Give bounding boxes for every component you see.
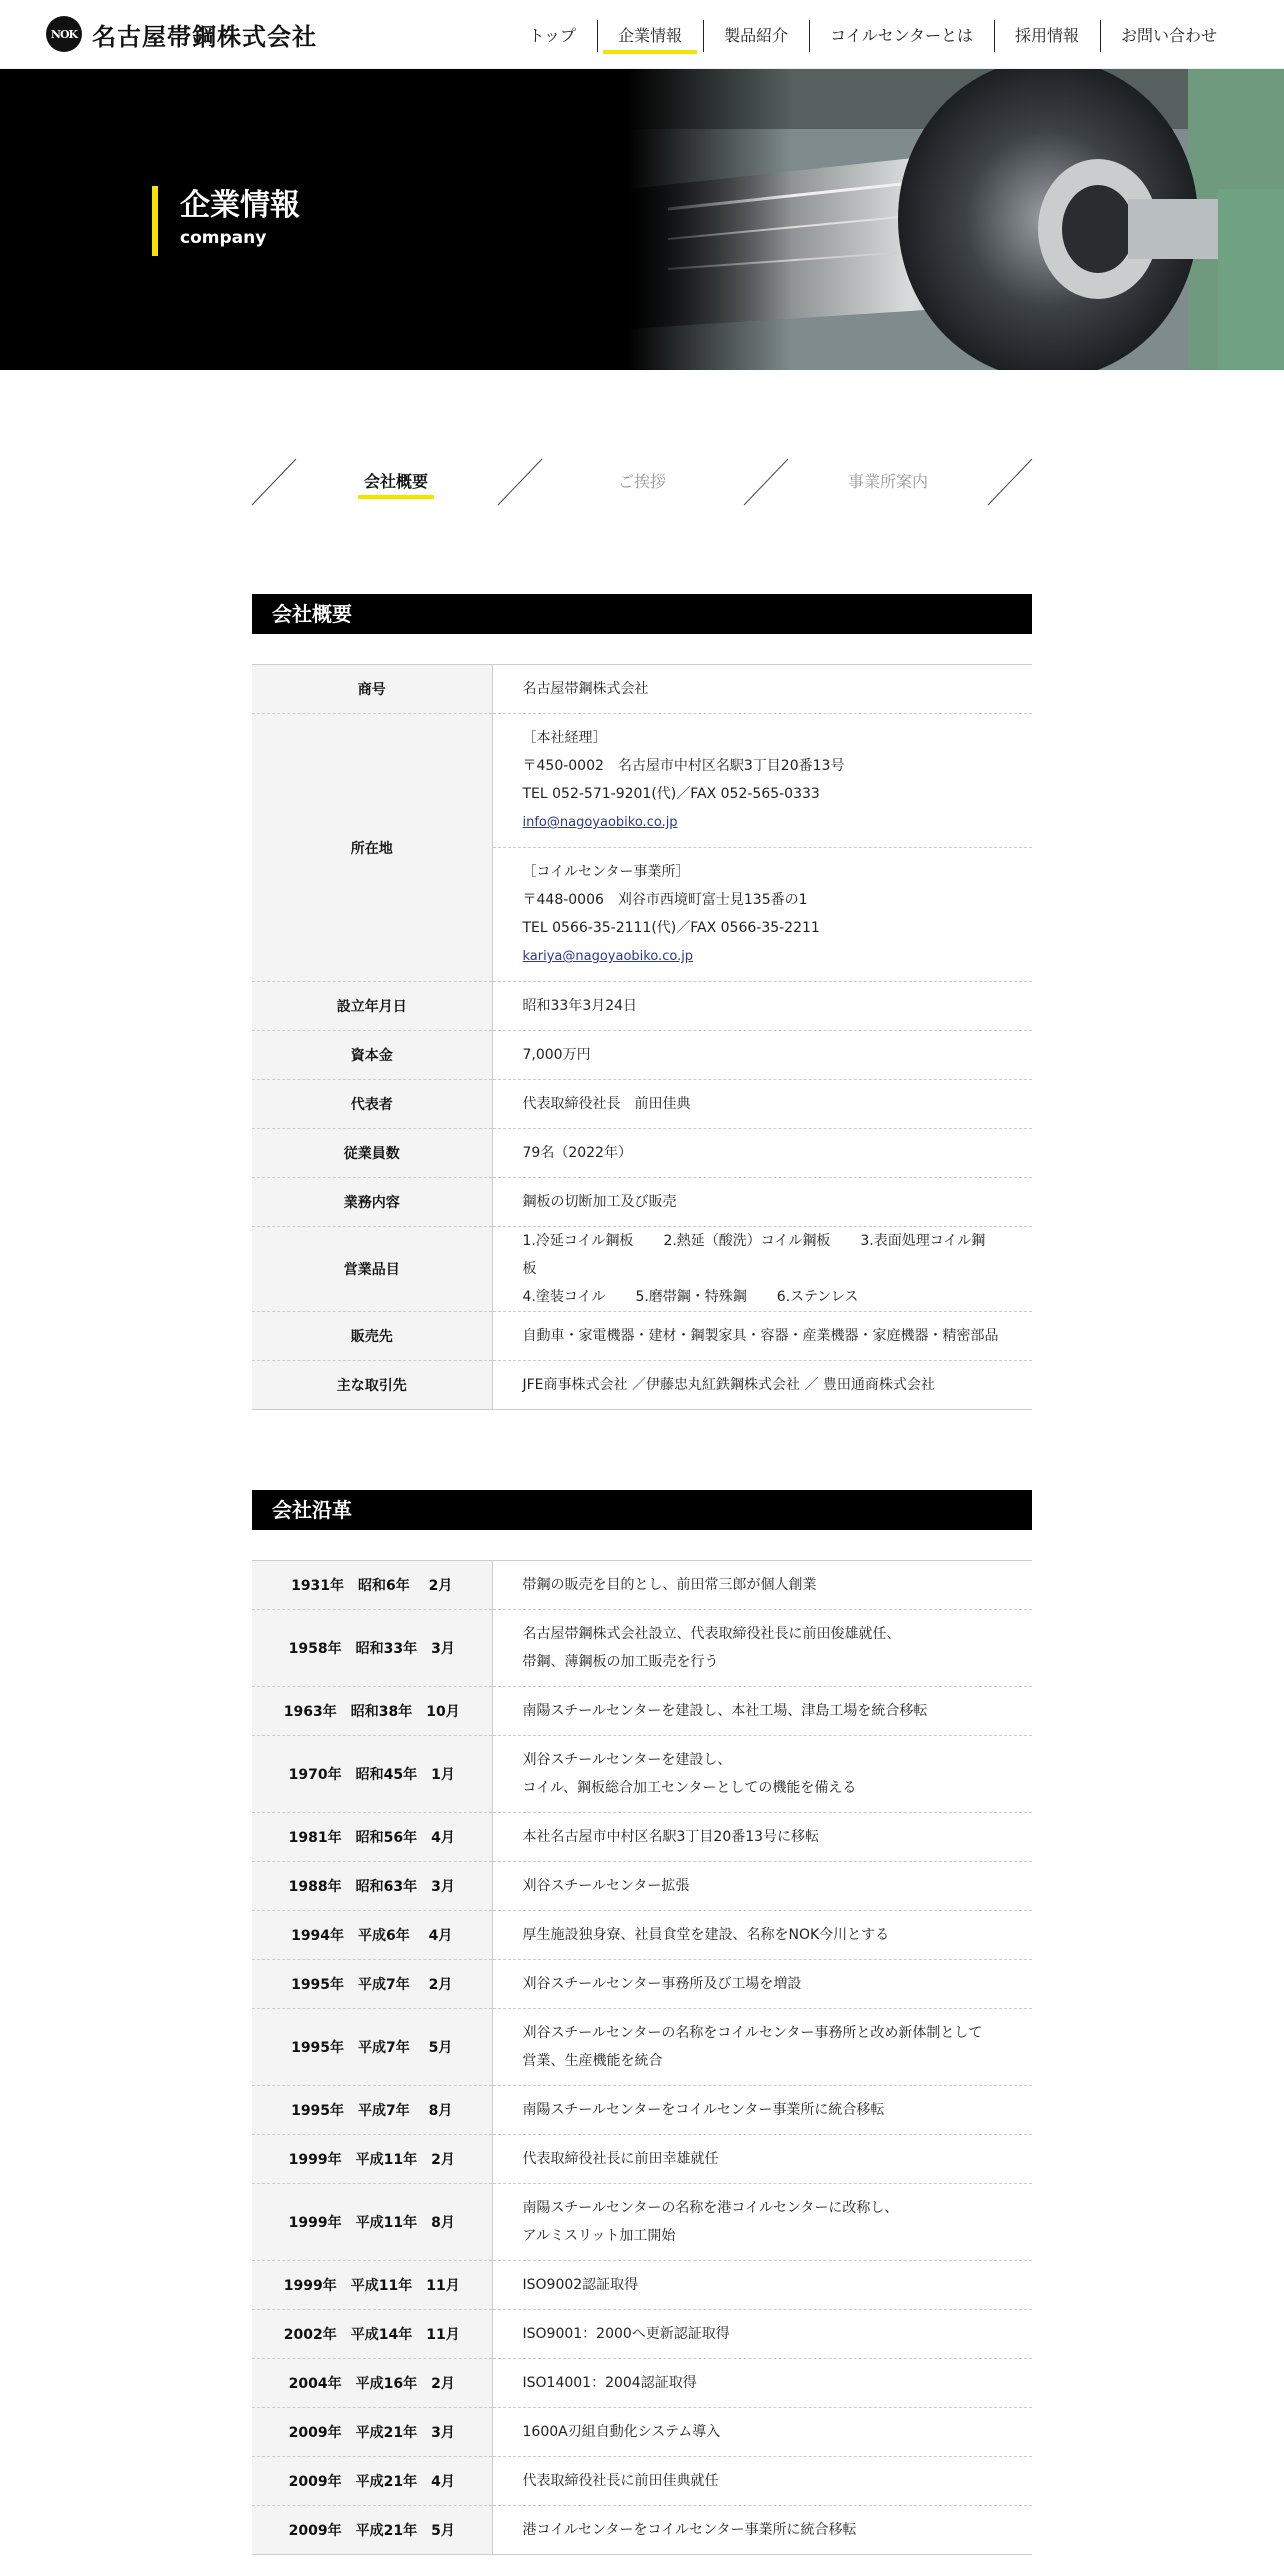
- table-row: [252, 1610, 1032, 1687]
- office-tel: TEL 0566-35-2111(代)／FAX 0566-35-2211: [522, 920, 820, 936]
- history-event: [492, 2135, 1032, 2184]
- history-date: 2004年 平成16年 2月: [252, 2359, 492, 2408]
- history-event: [492, 2506, 1032, 2555]
- table-row: [252, 1687, 1032, 1736]
- nav-recruit[interactable]: 採用情報: [994, 20, 1100, 52]
- office-postal: 〒448-0006 刈谷市西境町富士見135番の1: [522, 892, 808, 908]
- section-tabs: [252, 457, 1032, 507]
- table-row: [252, 982, 1032, 1031]
- office-block-coil: [493, 847, 1033, 981]
- history-event-line: 南陽スチールセンターの名称を港コイルセンターに改称し、: [522, 2200, 899, 2216]
- steel-coil-machine-image: [628, 69, 1284, 370]
- hero-heading: [152, 186, 300, 256]
- office-postal: 〒450-0002 名古屋市中村区名駅3丁目20番13号: [522, 758, 845, 774]
- table-row: [252, 1031, 1032, 1080]
- address-cell: [492, 714, 1032, 982]
- row-label: 営業品目: [252, 1227, 492, 1312]
- history-event-line: 刈谷スチールセンターの名称をコイルセンター事務所と改め新体制として: [522, 2025, 983, 2041]
- history-event-line: ISO14001：2004認証取得: [522, 2375, 697, 2391]
- tab-overview-label: 会社概要: [358, 469, 434, 499]
- history-date: 1995年 平成7年 2月: [252, 1960, 492, 2009]
- table-row: [252, 714, 1032, 982]
- logo-mark-icon: NOK: [46, 16, 82, 52]
- history-event: [492, 2310, 1032, 2359]
- history-event: [492, 1561, 1032, 1610]
- office-tel: TEL 052-571-9201(代)／FAX 052-565-0333: [522, 786, 820, 802]
- row-label: 業務内容: [252, 1178, 492, 1227]
- history-event-line: 刈谷スチールセンター拡張: [522, 1878, 690, 1894]
- table-row: [252, 1361, 1032, 1410]
- history-heading: 会社沿革: [252, 1490, 1032, 1530]
- row-label: 設立年月日: [252, 982, 492, 1031]
- history-event-line: ISO9002認証取得: [522, 2277, 639, 2293]
- history-date: 1999年 平成11年 11月: [252, 2261, 492, 2310]
- history-event: [492, 1736, 1032, 1813]
- product-item: 2.熱延（酸洗）コイル鋼板: [663, 1233, 831, 1249]
- table-row: [252, 2408, 1032, 2457]
- history-event: [492, 1911, 1032, 1960]
- history-event-line: アルミスリット加工開始: [522, 2228, 676, 2244]
- table-row: [252, 1312, 1032, 1361]
- table-row: [252, 2310, 1032, 2359]
- history-event-line: 帯鋼の販売を目的とし、前田常三郎が個人創業: [522, 1577, 817, 1593]
- history-date: 1994年 平成6年 4月: [252, 1911, 492, 1960]
- history-event: [492, 2457, 1032, 2506]
- history-event-line: 港コイルセンターをコイルセンター事業所に統合移転: [522, 2522, 857, 2538]
- site-header: [0, 0, 1284, 69]
- table-row: [252, 2184, 1032, 2261]
- history-date: 2002年 平成14年 11月: [252, 2310, 492, 2359]
- overview-heading: 会社概要: [252, 594, 1032, 634]
- history-event-line: コイル、鋼板総合加工センターとしての機能を備える: [522, 1780, 857, 1796]
- row-label: 従業員数: [252, 1129, 492, 1178]
- row-value: JFE商事株式会社 ／伊藤忠丸紅鉄鋼株式会社 ／ 豊田通商株式会社: [522, 1377, 935, 1393]
- row-label: 主な取引先: [252, 1361, 492, 1410]
- history-event: [492, 2408, 1032, 2457]
- table-row: [252, 1862, 1032, 1911]
- main-nav: [508, 20, 1238, 52]
- table-row: [252, 1080, 1032, 1129]
- history-date: 1995年 平成7年 8月: [252, 2086, 492, 2135]
- history-date: 1999年 平成11年 2月: [252, 2135, 492, 2184]
- row-label: 商号: [252, 665, 492, 714]
- table-row: [252, 1736, 1032, 1813]
- history-event: [492, 2086, 1032, 2135]
- history-event: [492, 1687, 1032, 1736]
- row-value: 鋼板の切断加工及び販売: [522, 1194, 677, 1210]
- row-value: 代表取締役社長 前田佳典: [522, 1096, 691, 1112]
- history-date: 2009年 平成21年 3月: [252, 2408, 492, 2457]
- history-date: 1999年 平成11年 8月: [252, 2184, 492, 2261]
- nav-products[interactable]: 製品紹介: [703, 20, 809, 52]
- history-date: 1981年 昭和56年 4月: [252, 1813, 492, 1862]
- history-event: [492, 1862, 1032, 1911]
- tab-divider-icon: [250, 457, 298, 507]
- table-row: [252, 1960, 1032, 2009]
- table-row: [252, 2359, 1032, 2408]
- history-date: 1958年 昭和33年 3月: [252, 1610, 492, 1687]
- table-row: [252, 2009, 1032, 2086]
- table-row: [252, 1813, 1032, 1862]
- product-item: 6.ステンレス: [776, 1289, 859, 1305]
- hero-photo: [628, 69, 1284, 370]
- page-title: 企業情報: [180, 188, 300, 223]
- tab-divider-icon: [496, 457, 544, 507]
- nav-contact[interactable]: お問い合わせ: [1100, 20, 1238, 52]
- history-date: 1963年 昭和38年 10月: [252, 1687, 492, 1736]
- company-logo[interactable]: [46, 16, 317, 52]
- history-event-line: 厚生施設独身寮、社員食堂を建設、名称をNOK今川とする: [522, 1927, 890, 1943]
- history-date: 1931年 昭和6年 2月: [252, 1561, 492, 1610]
- history-date: 2009年 平成21年 4月: [252, 2457, 492, 2506]
- history-event: [492, 2009, 1032, 2086]
- tab-divider-icon: [742, 457, 790, 507]
- history-event-line: 本社名古屋市中村区名駅3丁目20番13号に移転: [522, 1829, 820, 1845]
- table-row: [252, 2135, 1032, 2184]
- hero-banner: [0, 69, 1284, 370]
- history-event-line: 営業、生産機能を統合: [522, 2053, 663, 2069]
- history-event-line: ISO9001：2000へ更新認証取得: [522, 2326, 730, 2342]
- table-row: [252, 1561, 1032, 1610]
- history-event: [492, 2184, 1032, 2261]
- history-date: 1995年 平成7年 5月: [252, 2009, 492, 2086]
- history-event-line: 南陽スチールセンターをコイルセンター事業所に統合移転: [522, 2102, 885, 2118]
- history-date: 1970年 昭和45年 1月: [252, 1736, 492, 1813]
- product-item: 4.塗装コイル: [522, 1289, 606, 1305]
- row-label: 代表者: [252, 1080, 492, 1129]
- tab-greeting[interactable]: ご挨拶: [617, 472, 666, 491]
- history-event-line: 南陽スチールセンターを建設し、本社工場、津島工場を統合移転: [522, 1703, 928, 1719]
- table-row: [252, 1129, 1032, 1178]
- table-row: [252, 2261, 1032, 2310]
- page-subtitle: company: [180, 228, 267, 248]
- history-event-line: 代表取締役社長に前田佳典就任: [522, 2473, 719, 2489]
- history-table: [252, 1560, 1032, 2555]
- history-event-line: 1600A刃組自動化システム導入: [522, 2424, 721, 2440]
- row-value: 自動車・家電機器・建材・鋼製家具・容器・産業機器・家庭機器・精密部品: [522, 1328, 999, 1344]
- tab-overview[interactable]: [296, 457, 496, 507]
- product-item: 3.表面処理コイル鋼板: [522, 1233, 986, 1277]
- tab-offices[interactable]: 事業所案内: [847, 472, 928, 491]
- overview-table: [252, 664, 1032, 1410]
- nav-company[interactable]: 企業情報: [597, 20, 703, 52]
- row-label: 資本金: [252, 1031, 492, 1080]
- history-event: [492, 1813, 1032, 1862]
- history-event-line: 帯鋼、薄鋼板の加工販売を行う: [522, 1654, 719, 1670]
- history-event-line: 名古屋帯鋼株式会社設立、代表取締役社長に前田俊雄就任、: [522, 1626, 901, 1642]
- logo-text: 名古屋帯鋼株式会社: [92, 21, 317, 51]
- office-heading: ［本社経理］: [522, 730, 607, 746]
- history-event-line: 刈谷スチールセンター事務所及び工場を増設: [522, 1976, 802, 1992]
- history-event: [492, 1610, 1032, 1687]
- table-row: [252, 2086, 1032, 2135]
- office-email-link[interactable]: info@nagoyaobiko.co.jp: [522, 815, 678, 830]
- table-row: [252, 665, 1032, 714]
- table-row: [252, 1227, 1032, 1312]
- history-event: [492, 2359, 1032, 2408]
- history-event-line: 刈谷スチールセンターを建設し、: [522, 1752, 732, 1768]
- table-row: [252, 2457, 1032, 2506]
- history-date: 2009年 平成21年 5月: [252, 2506, 492, 2555]
- row-label: 所在地: [252, 714, 492, 982]
- row-value: 7,000万円: [522, 1047, 591, 1063]
- nav-coil-center[interactable]: コイルセンターとは: [809, 20, 994, 52]
- product-item: 1.冷延コイル鋼板: [522, 1233, 634, 1249]
- nav-top[interactable]: トップ: [528, 26, 577, 45]
- table-row: [252, 1178, 1032, 1227]
- history-event: [492, 1960, 1032, 2009]
- history-event-line: 代表取締役社長に前田幸雄就任: [522, 2151, 719, 2167]
- row-value: 名古屋帯鋼株式会社: [522, 681, 649, 697]
- table-row: [252, 1911, 1032, 1960]
- row-label: 販売先: [252, 1312, 492, 1361]
- product-item: 5.磨帯鋼・特殊鋼: [635, 1289, 747, 1305]
- office-heading: ［コイルセンター事業所］: [522, 864, 690, 880]
- row-value: 昭和33年3月24日: [522, 998, 638, 1014]
- products-value: [492, 1227, 1032, 1312]
- row-value: 79名（2022年）: [522, 1145, 632, 1161]
- history-date: 1988年 昭和63年 3月: [252, 1862, 492, 1911]
- history-event: [492, 2261, 1032, 2310]
- office-email-link[interactable]: kariya@nagoyaobiko.co.jp: [522, 949, 694, 964]
- table-row: [252, 2506, 1032, 2555]
- tab-divider-icon: [986, 457, 1034, 507]
- office-block-head: [493, 714, 1033, 847]
